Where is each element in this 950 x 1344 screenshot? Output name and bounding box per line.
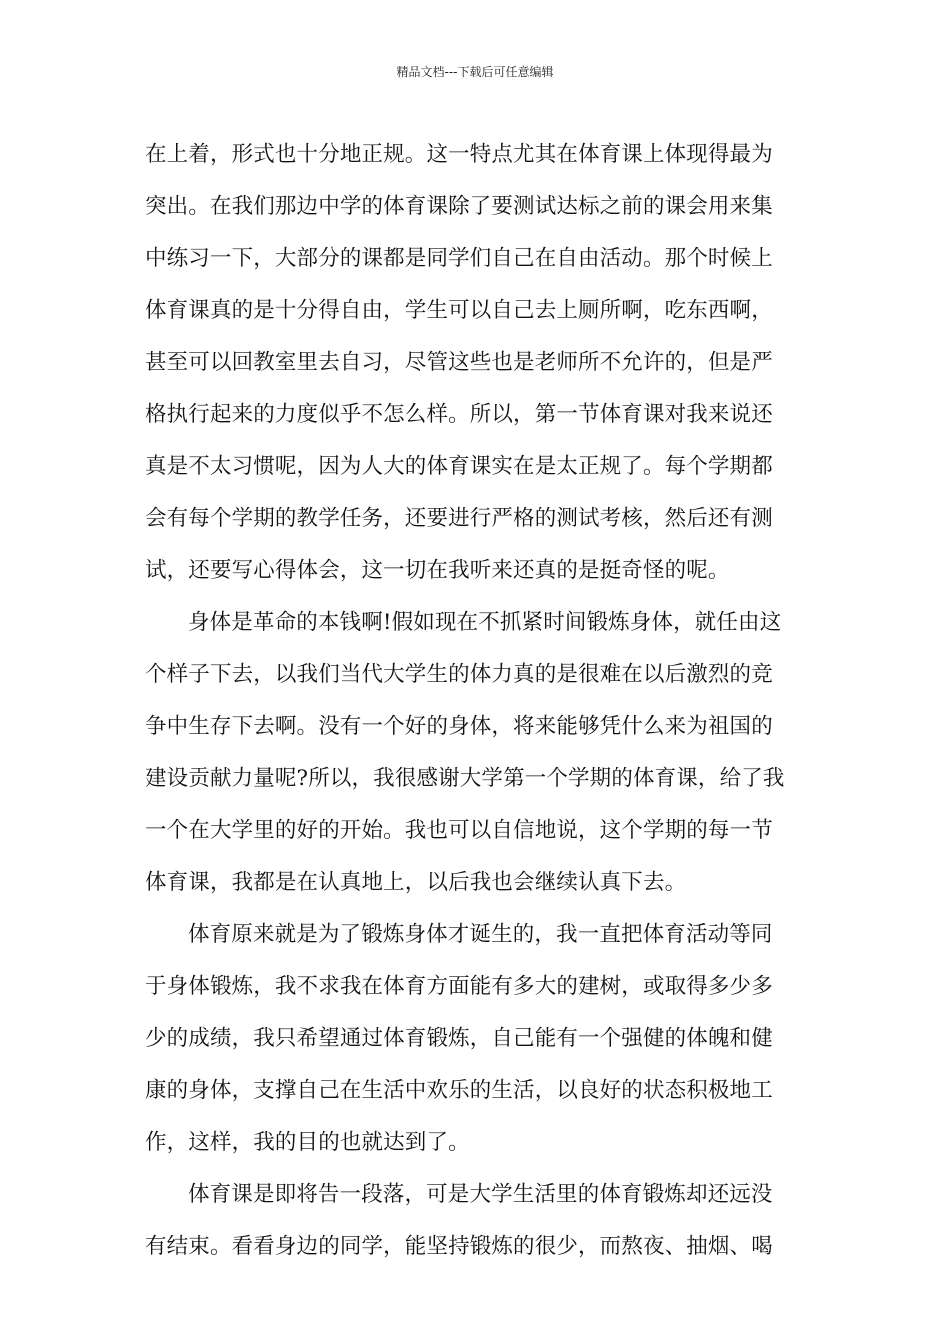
paragraph-start-line: 体育课是即将告一段落，可是大学生活里的体育锻炼却还远没	[188, 1182, 773, 1207]
text-line: 突出。在我们那边中学的体育课除了要测试达标之前的课会用来集	[145, 194, 773, 219]
paragraph-start-line: 体育原来就是为了锻炼身体才诞生的，我一直把体育活动等同	[188, 922, 773, 947]
page-header: 精品文档---下载后可任意编辑	[396, 65, 554, 79]
text-line: 一个在大学里的好的开始。我也可以自信地说，这个学期的每一节	[145, 818, 773, 843]
text-line: 争中生存下去啊。没有一个好的身体，将来能够凭什么来为祖国的	[145, 714, 773, 739]
paragraph-start-line: 身体是革命的本钱啊!假如现在不抓紧时间锻炼身体，就任由这	[188, 610, 782, 635]
text-line: 在上着，形式也十分地正规。这一特点尤其在体育课上体现得最为	[145, 142, 773, 167]
text-line: 于身体锻炼，我不求我在体育方面能有多大的建树，或取得多少多	[145, 974, 773, 999]
text-line: 会有每个学期的教学任务，还要进行严格的测试考核，然后还有测	[145, 506, 773, 531]
document-body	[145, 129, 807, 1273]
text-line: 少的成绩，我只希望通过体育锻炼，自己能有一个强健的体魄和健	[145, 1026, 773, 1051]
text-line: 真是不太习惯呢，因为人大的体育课实在是太正规了。每个学期都	[145, 454, 773, 479]
text-line: 康的身体，支撑自己在生活中欢乐的生活，以良好的状态积极地工	[145, 1078, 773, 1103]
text-line: 建设贡献力量呢?所以，我很感谢大学第一个学期的体育课，给了我	[145, 766, 785, 791]
text-line: 作，这样，我的目的也就达到了。	[145, 1130, 470, 1155]
text-line: 试，还要写心得体会，这一切在我听来还真的是挺奇怪的呢。	[145, 558, 730, 583]
text-line: 体育课真的是十分得自由，学生可以自己去上厕所啊，吃东西啊，	[145, 298, 773, 323]
text-line: 有结束。看看身边的同学，能坚持锻炼的很少，而熬夜、抽烟、喝	[145, 1234, 773, 1259]
text-line: 个样子下去，以我们当代大学生的体力真的是很难在以后激烈的竞	[145, 662, 773, 687]
text-line: 格执行起来的力度似乎不怎么样。所以，第一节体育课对我来说还	[145, 402, 773, 427]
text-line: 体育课，我都是在认真地上，以后我也会继续认真下去。	[145, 870, 687, 895]
text-line: 中练习一下，大部分的课都是同学们自己在自由活动。那个时候上	[145, 246, 773, 271]
text-line: 甚至可以回教室里去自习，尽管这些也是老师所不允许的，但是严	[145, 350, 773, 375]
